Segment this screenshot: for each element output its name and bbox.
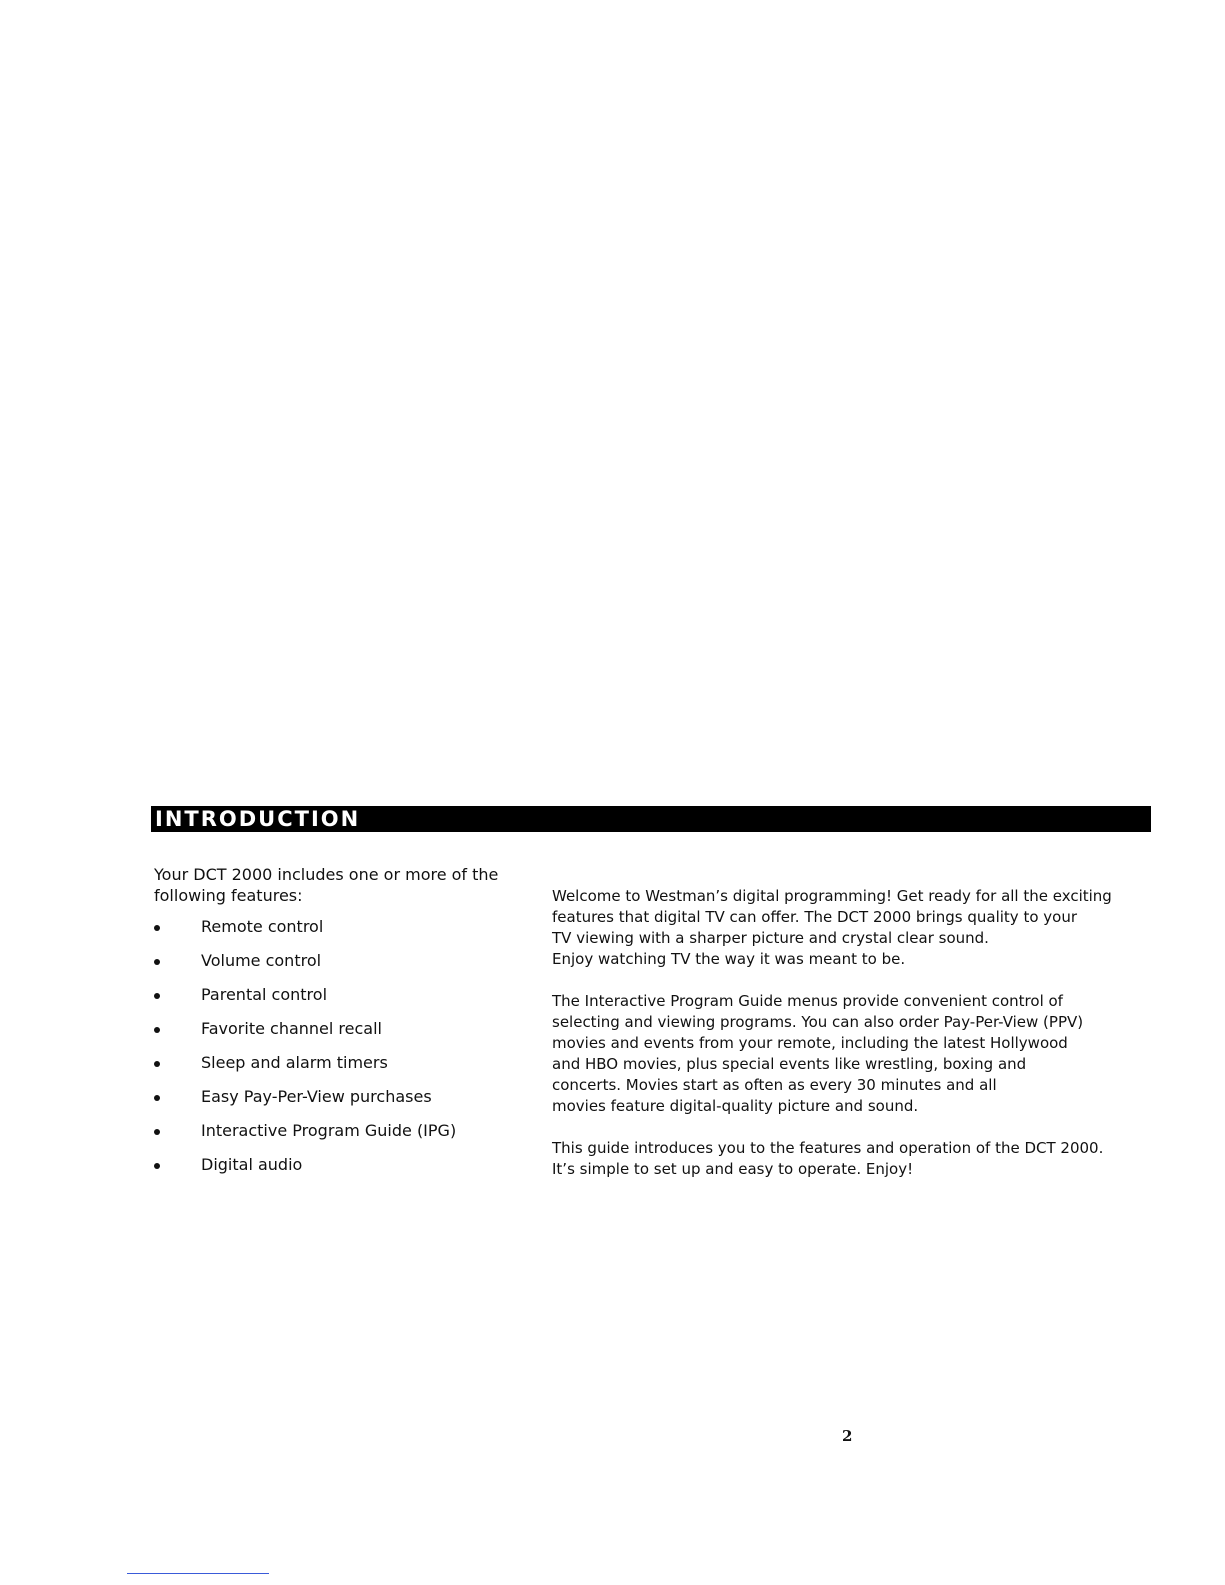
paragraph-line: movies feature digital-quality picture and sound. — [552, 1097, 919, 1115]
features-intro-line-2: following features: — [154, 886, 303, 905]
section-header-bar — [151, 806, 1151, 832]
feature-item — [154, 1052, 524, 1086]
bullet-icon — [154, 925, 160, 931]
feature-label: Sleep and alarm timers — [201, 1053, 388, 1072]
feature-item — [154, 1086, 524, 1120]
program-guide-paragraph — [552, 991, 1142, 1117]
guide-intro-paragraph — [552, 1138, 1142, 1180]
bullet-icon — [154, 1061, 160, 1067]
paragraph-line: selecting and viewing programs. You can also order Pay-Per-View (PPV) — [552, 1013, 1084, 1031]
feature-label: Parental control — [201, 985, 328, 1004]
page-number: 2 — [842, 1427, 853, 1445]
feature-label: Digital audio — [201, 1155, 303, 1174]
footnote-divider — [127, 1573, 269, 1574]
feature-item — [154, 1120, 524, 1154]
feature-label: Volume control — [201, 951, 322, 970]
feature-label: Easy Pay-Per-View purchases — [201, 1087, 432, 1106]
bullet-icon — [154, 993, 160, 999]
features-list — [154, 916, 524, 1188]
feature-label: Favorite channel recall — [201, 1019, 382, 1038]
section-title: INTRODUCTION — [155, 807, 361, 831]
features-intro-line-1: Your DCT 2000 includes one or more of the — [154, 865, 499, 884]
paragraph-line: TV viewing with a sharper picture and crystal clear sound. — [552, 929, 989, 947]
bullet-icon — [154, 959, 160, 965]
paragraph-line: The Interactive Program Guide menus provide convenient control of — [552, 992, 1063, 1010]
paragraph-line: Welcome to Westman’s digital programming! Get ready for all the exciting — [552, 887, 1112, 905]
paragraph-line: movies and events from your remote, including the latest Hollywood — [552, 1034, 1068, 1052]
paragraph-line: It’s simple to set up and easy to operate. Enjoy! — [552, 1160, 914, 1178]
bullet-icon — [154, 1095, 160, 1101]
welcome-paragraph — [552, 886, 1142, 970]
feature-label: Remote control — [201, 917, 324, 936]
bullet-icon — [154, 1027, 160, 1033]
feature-item — [154, 1018, 524, 1052]
paragraph-line: features that digital TV can offer. The DCT 2000 brings quality to your — [552, 908, 1077, 926]
features-column — [154, 864, 524, 1188]
paragraph-line: This guide introduces you to the features and operation of the DCT 2000. — [552, 1139, 1104, 1157]
paragraph-line: concerts. Movies start as often as every 30 minutes and all — [552, 1076, 997, 1094]
paragraph-line: and HBO movies, plus special events like wrestling, boxing and — [552, 1055, 1027, 1073]
feature-item — [154, 916, 524, 950]
bullet-icon — [154, 1129, 160, 1135]
feature-item — [154, 984, 524, 1018]
feature-item — [154, 1154, 524, 1188]
intro-text-column — [552, 886, 1142, 1201]
feature-label: Interactive Program Guide (IPG) — [201, 1121, 457, 1140]
feature-item — [154, 950, 524, 984]
paragraph-line: Enjoy watching TV the way it was meant to be. — [552, 950, 906, 968]
bullet-icon — [154, 1163, 160, 1169]
